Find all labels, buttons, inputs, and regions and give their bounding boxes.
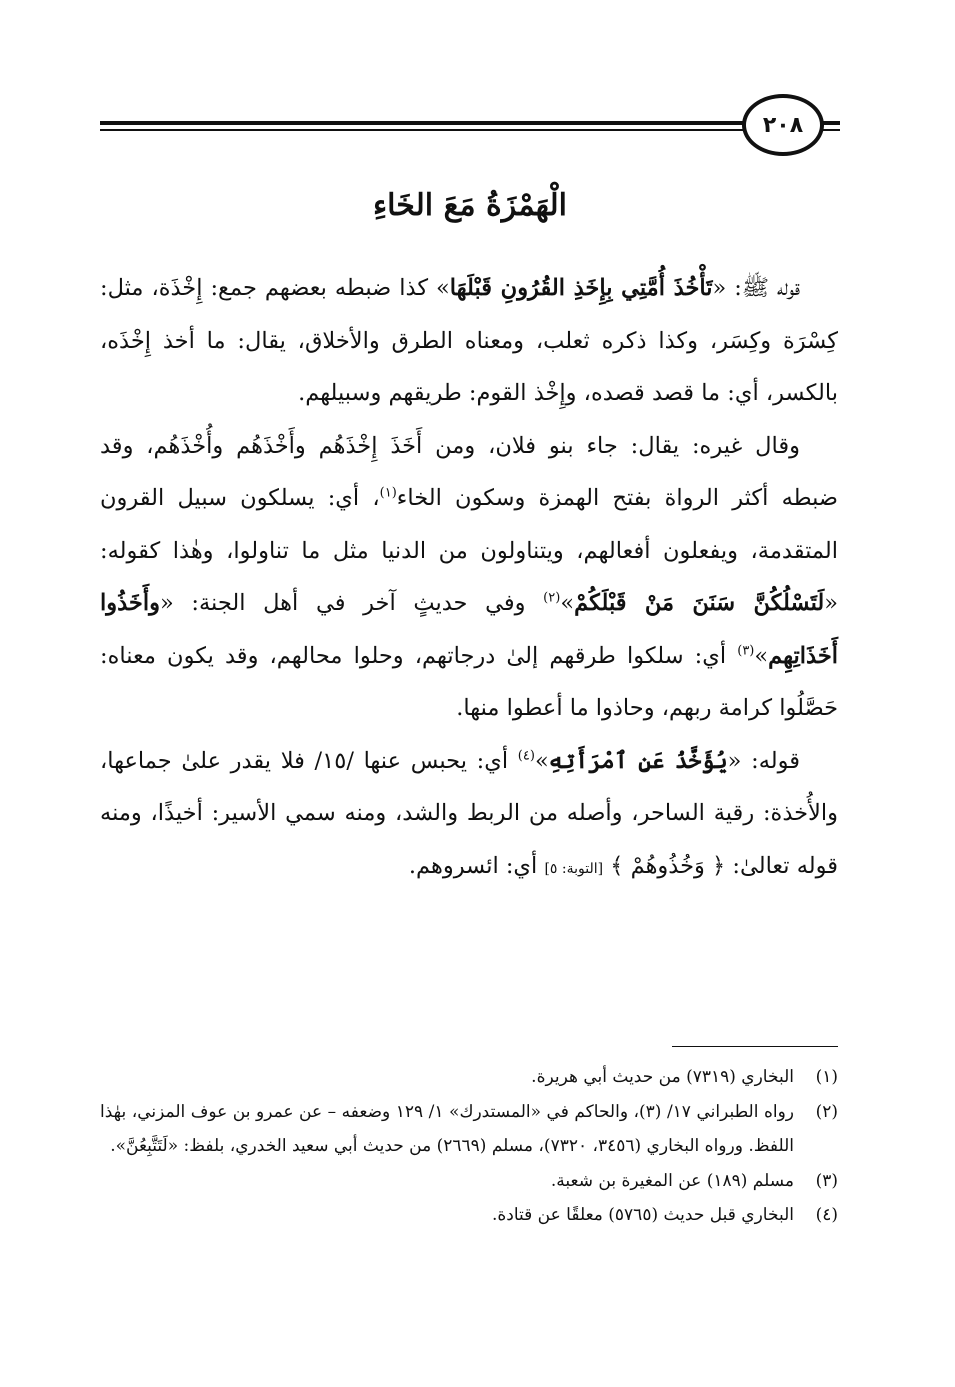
quran-reference: [التوبة: ٥] xyxy=(544,860,604,877)
footnote-ref[interactable]: (٣) xyxy=(737,643,755,658)
p1-intro: قوله ﷺ: « xyxy=(712,275,801,301)
hadith-quote: لَتَسْلُكُنَّ سَنَنَ مَنْ قَبْلَكُمْ xyxy=(574,590,825,616)
footnote-number: (٤) xyxy=(815,1205,838,1225)
footnote-ref[interactable]: (٢) xyxy=(543,590,561,606)
paragraph-3 xyxy=(100,735,838,896)
footnote-item xyxy=(100,1164,838,1199)
p2-part5: » xyxy=(754,642,769,669)
footnotes xyxy=(100,1060,838,1233)
p2-part6: أي: سلكوا طرقهم إلىٰ درجاتهم، وحلوا محالهم، وقد يكون معناه: حَصَّلُوا كرامة ربهم، وحاذوا ما أعطوا منها. xyxy=(100,642,838,721)
chapter-title: الْهَمْزَةُ مَعَ الخَاءِ xyxy=(373,188,567,223)
paragraph-2 xyxy=(100,420,838,735)
footnote-text: البخاري (٧٣١٩) من حديث أبي هريرة. xyxy=(531,1067,794,1087)
footnote-separator xyxy=(672,1046,838,1047)
p3-part3: أي: يحبس عنها /١٥/ فلا يقدر علىٰ جماعها، والأُخذة: رقية الساحر، وأصله من الربط والشد، ومنه سمي الأسير: أخيذًا، ومنه قوله تعالىٰ: ﴿ وَخُذُوهُمْ ﴾ xyxy=(100,747,838,879)
hadith-quote: تَأْخُذَ أُمَّتِي بِإِخَذِ القُرُونِ قَبْلَهَا xyxy=(449,275,713,301)
p1-rest: » كذا ضبطه بعضهم جمع: إِخْذَة، مثل: كِسْرَة وكِسَر، وكذا ذكره ثعلب، ومعناه الطرق والأخلاق، يقال: ما أخذ إِخْذَه، بالكسر، أي: ما قصد قصده، وإِخْذ القوم: طريقهم وسبيلهم. xyxy=(100,275,838,406)
header-rule xyxy=(100,121,840,133)
p3-part4: أي: ائسروهم. xyxy=(408,852,545,879)
footnote-number: (٣) xyxy=(815,1170,838,1191)
paragraph-1 xyxy=(100,262,838,420)
footnote-ref[interactable]: (١) xyxy=(379,485,397,501)
p2-part2: ، أي: يسلكون سبيل القرون المتقدمة، ويفعلون أفعالهم، ويتناولون من الدنيا مثل ما تناولوا، وهٰذا كقوله: « xyxy=(100,485,838,616)
footnote-number: (١) xyxy=(815,1067,838,1087)
footnote-item xyxy=(100,1060,838,1095)
page-number: ٢٠٨ xyxy=(742,94,824,156)
hadith-quote: يُؤَخَّذُ عَنِ ٱمْرَأَتِهِ xyxy=(548,747,728,774)
p3-part1: قوله: « xyxy=(727,747,801,774)
p2-part1: وقال غيره: يقال: جاء بنو فلان، ومن أَخَذَ إِخْذَهُم وأَخْذَهُم وأُخْذَهُم، وقد ضبطه أكثر الرواة بفتح الهمزة وسكون الخاء xyxy=(100,432,838,511)
p2-part3: » xyxy=(560,590,575,616)
footnote-text: البخاري قبل حديث (٥٧٦٥) معلقًا عن قتادة. xyxy=(491,1205,794,1225)
footnote-text: مسلم (١٨٩) عن المغيرة بن شعبة. xyxy=(550,1170,794,1191)
footnote-number: (٢) xyxy=(815,1101,838,1122)
main-text xyxy=(100,262,838,895)
p3-part2: » xyxy=(534,747,549,774)
footnote-ref[interactable]: (٤) xyxy=(517,748,535,763)
footnote-item xyxy=(100,1198,838,1233)
p2-part4: وفي حديثٍ آخر في أهل الجنة: « xyxy=(159,590,544,616)
header-rule-thin xyxy=(100,129,840,131)
hadith-quote: وأَخَذُوا أَخَذَاتِهِم xyxy=(100,590,838,669)
footnote-item xyxy=(100,1095,838,1164)
footnote-text: رواه الطبراني ١٧/ (٣)، والحاكم في «المستدرك» ١/ ١٢٩ وضعفه – عن عمرو بن عوف المزني، بهٰذا اللفظ. ورواه البخاري (٣٤٥٦، ٧٣٢٠)، مسلم (٢٦٦٩) من حديث أبي سعيد الخدري، بلفظ: «لَتَتَّبِعُنَّ». xyxy=(100,1101,794,1156)
header-rule-thick xyxy=(100,121,840,125)
